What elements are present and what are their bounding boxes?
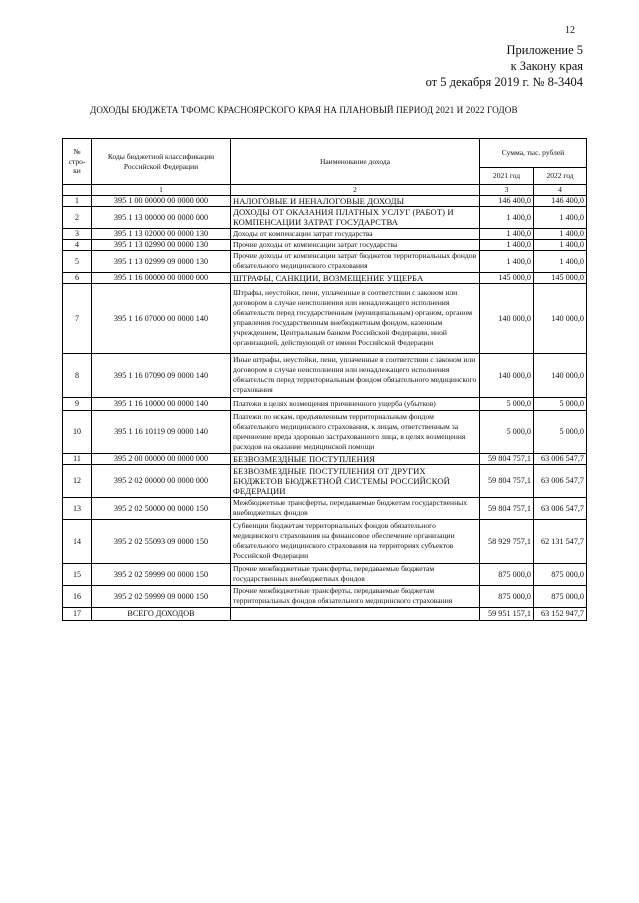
row-number: 16 <box>63 585 92 607</box>
amount-2021: 59 804 757,1 <box>480 497 534 519</box>
budget-code: 395 1 00 00000 00 0000 000 <box>92 195 231 206</box>
row-number: 15 <box>63 563 92 585</box>
amount-2022: 145 000,0 <box>534 272 587 283</box>
col-number-1: 1 <box>92 185 231 196</box>
amount-2021: 140 000,0 <box>480 283 534 353</box>
budget-code: ВСЕГО ДОХОДОВ <box>92 607 231 620</box>
budget-code: 395 1 16 07090 09 0000 140 <box>92 353 231 397</box>
amount-2022: 1 400,0 <box>534 250 587 272</box>
income-name: НАЛОГОВЫЕ И НЕНАЛОГОВЫЕ ДОХОДЫ <box>231 195 480 206</box>
amount-2021: 1 400,0 <box>480 228 534 239</box>
row-number: 8 <box>63 353 92 397</box>
amount-2021: 59 804 757,1 <box>480 453 534 464</box>
budget-code: 395 2 02 00000 00 0000 000 <box>92 464 231 497</box>
col-number-2: 2 <box>231 185 480 196</box>
amount-2022: 146 400,0 <box>534 195 587 206</box>
appendix-line-1: Приложение 5 <box>506 43 583 57</box>
col-number-3: 3 <box>480 185 534 196</box>
row-number: 5 <box>63 250 92 272</box>
budget-code: 395 1 16 00000 00 0000 000 <box>92 272 231 283</box>
row-number: 14 <box>63 519 92 563</box>
amount-2021: 1 400,0 <box>480 206 534 228</box>
budget-code: 395 1 16 07000 00 0000 140 <box>92 283 231 353</box>
header-row-number: № стро-ки <box>63 139 92 185</box>
budget-code: 395 2 02 59999 00 0000 150 <box>92 563 231 585</box>
amount-2022: 140 000,0 <box>534 283 587 353</box>
amount-2021: 146 400,0 <box>480 195 534 206</box>
table-row <box>63 410 587 453</box>
amount-2022: 1 400,0 <box>534 206 587 228</box>
budget-code: 395 2 00 00000 00 0000 000 <box>92 453 231 464</box>
income-name: ШТРАФЫ, САНКЦИИ, ВОЗМЕЩЕНИЕ УЩЕРБА <box>231 272 480 283</box>
amount-2021: 875 000,0 <box>480 563 534 585</box>
table-row <box>63 250 587 272</box>
income-name: БЕЗВОЗМЕЗДНЫЕ ПОСТУПЛЕНИЯ ОТ ДРУГИХ БЮДЖЕТОВ БЮДЖЕТНОЙ СИСТЕМЫ РОССИЙСКОЙ ФЕДЕРАЦИИ <box>231 464 480 497</box>
table-row <box>63 607 587 620</box>
budget-code: 395 1 16 10000 00 0000 140 <box>92 397 231 410</box>
appendix-line-2: к Закону края <box>510 59 583 73</box>
amount-2022: 63 152 947,7 <box>534 607 587 620</box>
income-name: БЕЗВОЗМЕЗДНЫЕ ПОСТУПЛЕНИЯ <box>231 453 480 464</box>
income-name: Штрафы, неустойки, пени, уплаченные в соответствии с законом или договором в случае неисполнения или ненадлежащего исполнения обязательств перед государственным (муниципальным) органом, органом управления государственным внебюджетным фондом, казенным учреждением, Центральным банком Российской Федерации, иной организацией, действующей от имени Российской Федерации <box>231 283 480 353</box>
amount-2022: 1 400,0 <box>534 228 587 239</box>
amount-2021: 1 400,0 <box>480 239 534 250</box>
amount-2021: 140 000,0 <box>480 353 534 397</box>
table-row <box>63 464 587 497</box>
income-name: Прочие доходы от компенсации затрат государства <box>231 239 480 250</box>
budget-code: 395 2 02 59999 09 0000 150 <box>92 585 231 607</box>
header-income-name: Наименование дохода <box>231 139 480 185</box>
revenue-table <box>62 138 587 621</box>
amount-2022: 875 000,0 <box>534 563 587 585</box>
header-budget-codes: Коды бюджетной классификации Российской Федерации <box>92 139 231 185</box>
page-number: 12 <box>565 25 575 36</box>
amount-2022: 63 006 547,7 <box>534 497 587 519</box>
table-row <box>63 453 587 464</box>
row-number: 1 <box>63 195 92 206</box>
row-number: 3 <box>63 228 92 239</box>
row-number: 11 <box>63 453 92 464</box>
income-name: ДОХОДЫ ОТ ОКАЗАНИЯ ПЛАТНЫХ УСЛУГ (РАБОТ) И КОМПЕНСАЦИИ ЗАТРАТ ГОСУДАРСТВА <box>231 206 480 228</box>
amount-2021: 5 000,0 <box>480 410 534 453</box>
row-number: 12 <box>63 464 92 497</box>
table-body <box>63 195 587 620</box>
income-name: Прочие межбюджетные трансферты, передаваемые бюджетам территориальных фондов обязательного медицинского страхования <box>231 585 480 607</box>
amount-2022: 875 000,0 <box>534 585 587 607</box>
table-row <box>63 353 587 397</box>
header-year-2022: 2022 год <box>534 168 587 185</box>
budget-code: 395 1 13 02000 00 0000 130 <box>92 228 231 239</box>
row-number: 4 <box>63 239 92 250</box>
table-row <box>63 228 587 239</box>
amount-2021: 145 000,0 <box>480 272 534 283</box>
document-title: ДОХОДЫ БЮДЖЕТА ТФОМС КРАСНОЯРСКОГО КРАЯ НА ПЛАНОВЫЙ ПЕРИОД 2021 И 2022 ГОДОВ <box>90 105 518 115</box>
amount-2021: 875 000,0 <box>480 585 534 607</box>
amount-2022: 62 131 547,7 <box>534 519 587 563</box>
income-name: Прочие доходы от компенсации затрат бюджетов территориальных фондов обязательного медицинского страхования <box>231 250 480 272</box>
budget-code: 395 2 02 50000 00 0000 150 <box>92 497 231 519</box>
amount-2022: 63 006 547,7 <box>534 453 587 464</box>
amount-2022: 140 000,0 <box>534 353 587 397</box>
amount-2021: 58 929 757,1 <box>480 519 534 563</box>
header-year-2021: 2021 год <box>480 168 534 185</box>
amount-2022: 5 000,0 <box>534 397 587 410</box>
budget-code: 395 1 16 10119 09 0000 140 <box>92 410 231 453</box>
amount-2021: 5 000,0 <box>480 397 534 410</box>
row-number: 13 <box>63 497 92 519</box>
table-row <box>63 497 587 519</box>
income-name: Иные штрафы, неустойки, пени, уплаченные в соответствии с законом или договором в случае неисполнения или ненадлежащего исполнения обязательств перед территориальным фондом обязательного медицинского страхования <box>231 353 480 397</box>
amount-2022: 5 000,0 <box>534 410 587 453</box>
table-row <box>63 195 587 206</box>
amount-2021: 59 951 157,1 <box>480 607 534 620</box>
row-number: 17 <box>63 607 92 620</box>
row-number: 10 <box>63 410 92 453</box>
budget-code: 395 1 13 00000 00 0000 000 <box>92 206 231 228</box>
table-row <box>63 239 587 250</box>
table-row <box>63 272 587 283</box>
budget-code: 395 1 13 02999 09 0000 130 <box>92 250 231 272</box>
table-row <box>63 563 587 585</box>
appendix-header <box>426 42 583 90</box>
income-name: Субвенции бюджетам территориальных фондов обязательного медицинского страхования на финансовое обеспечение организации обязательного медицинского страхования на территориях субъектов Российской Федерации <box>231 519 480 563</box>
appendix-line-3: от 5 декабря 2019 г. № 8-3404 <box>425 75 583 89</box>
budget-code: 395 2 02 55093 09 0000 150 <box>92 519 231 563</box>
table-row <box>63 585 587 607</box>
row-number: 9 <box>63 397 92 410</box>
amount-2022: 1 400,0 <box>534 239 587 250</box>
amount-2021: 1 400,0 <box>480 250 534 272</box>
income-name: Платежи по искам, предъявленным территориальным фондом обязательного медицинского страхования, к лицам, ответственным за причинение вреда здоровью застрахованного лица, в целях возмещения расходов на оказание медицинской помощи <box>231 410 480 453</box>
table-row <box>63 283 587 353</box>
table-row <box>63 519 587 563</box>
amount-2022: 63 006 547,7 <box>534 464 587 497</box>
col-number-empty <box>63 185 92 196</box>
income-name: Межбюджетные трансферты, передаваемые бюджетам государственных внебюджетных фондов <box>231 497 480 519</box>
budget-code: 395 1 13 02990 00 0000 130 <box>92 239 231 250</box>
row-number: 7 <box>63 283 92 353</box>
row-number: 2 <box>63 206 92 228</box>
header-sum: Сумма, тыс. рублей <box>480 139 587 168</box>
table-row <box>63 397 587 410</box>
amount-2021: 59 804 757,1 <box>480 464 534 497</box>
row-number: 6 <box>63 272 92 283</box>
income-name: Платежи в целях возмещения причиненного ущерба (убытков) <box>231 397 480 410</box>
col-number-4: 4 <box>534 185 587 196</box>
income-name: Доходы от компенсации затрат государства <box>231 228 480 239</box>
table-row <box>63 206 587 228</box>
income-name <box>231 607 480 620</box>
income-name: Прочие межбюджетные трансферты, передаваемые бюджетам государственных внебюджетных фондов <box>231 563 480 585</box>
